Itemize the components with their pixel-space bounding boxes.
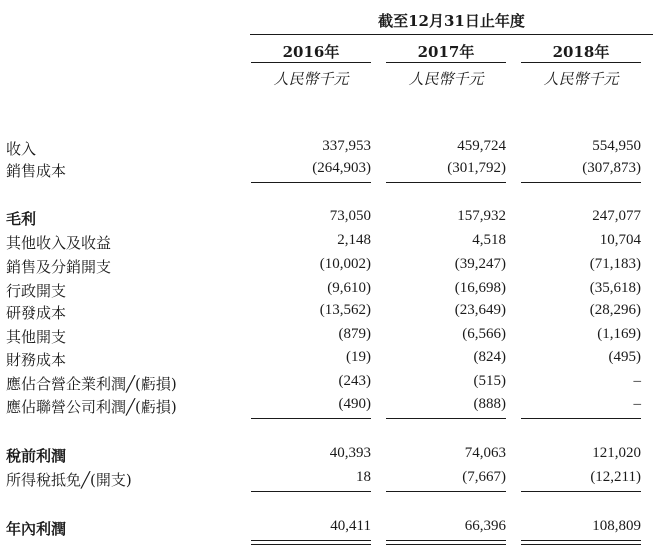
subtotal-rule-2016-b (251, 418, 371, 419)
cell-rd-costs-2018: (28,296) (589, 302, 641, 318)
cell-admin-expenses-2018: (35,618) (589, 280, 641, 296)
cell-other-expenses-2018: (1,169) (597, 326, 641, 342)
cell-cost-of-sales-2016: (264,903) (312, 160, 371, 176)
year-rule-2016 (251, 62, 371, 63)
cell-rd-costs-2017: (23,649) (454, 302, 506, 318)
row-label-gross-profit: 毛利 (6, 210, 37, 228)
row-label-other-expenses: 其他開支 (6, 328, 67, 346)
year-rule-2017 (386, 62, 506, 63)
subtotal-rule-2017-b (386, 418, 506, 419)
cell-other-income-2016: 2,148 (337, 232, 371, 248)
cell-jv-share-2018: – (633, 373, 641, 389)
year-rule-2018 (521, 62, 641, 63)
cell-income-tax-2016: 18 (356, 469, 371, 485)
subtotal-rule-2018-b (521, 418, 641, 419)
cell-selling-expenses-2018: (71,183) (589, 256, 641, 272)
cell-gross-profit-2017: 157,932 (457, 208, 506, 224)
row-label-selling-expenses: 銷售及分銷開支 (6, 258, 112, 276)
row-label-profit-before-tax: 稅前利潤 (6, 447, 67, 465)
year-2017-heading: 2017年 (417, 43, 475, 61)
cell-finance-costs-2018: (495) (608, 349, 641, 365)
subtotal-rule-2018 (521, 182, 641, 183)
row-label-admin-expenses: 行政開支 (6, 282, 67, 300)
subtotal-rule-2018-c (521, 491, 641, 492)
cell-profit-for-year-2016: 40,411 (330, 518, 371, 534)
cell-profit-for-year-2018: 108,809 (592, 518, 641, 534)
subtotal-rule-2016 (251, 182, 371, 183)
subtotal-rule-2016-c (251, 491, 371, 492)
cell-profit-before-tax-2016: 40,393 (329, 445, 371, 461)
cell-cost-of-sales-2017: (301,792) (447, 160, 506, 176)
cell-gross-profit-2016: 73,050 (329, 208, 371, 224)
total-double-rule-2016 (251, 540, 371, 545)
cell-associate-share-2016: (490) (338, 396, 371, 412)
cell-other-expenses-2016: (879) (338, 326, 371, 342)
cell-revenue-2016: 337,953 (322, 138, 371, 154)
period-title: 截至12月31日止年度 (378, 12, 525, 30)
cell-jv-share-2016: (243) (338, 373, 371, 389)
cell-rd-costs-2016: (13,562) (319, 302, 371, 318)
cell-selling-expenses-2017: (39,247) (454, 256, 506, 272)
year-2018-heading: 2018年 (552, 43, 610, 61)
row-label-income-tax: 所得稅抵免╱(開支) (6, 471, 132, 489)
cell-gross-profit-2018: 247,077 (592, 208, 641, 224)
cell-revenue-2017: 459,724 (457, 138, 506, 154)
cell-associate-share-2018: – (633, 396, 641, 412)
row-label-finance-costs: 財務成本 (6, 351, 67, 369)
unit-label-2018: 人民幣千元 (543, 70, 619, 88)
cell-associate-share-2017: (888) (473, 396, 506, 412)
cell-cost-of-sales-2018: (307,873) (582, 160, 641, 176)
row-label-associate-share: 應佔聯營公司利潤╱(虧損) (6, 398, 177, 416)
cell-income-tax-2018: (12,211) (590, 469, 641, 485)
cell-profit-before-tax-2018: 121,020 (592, 445, 641, 461)
row-label-jv-share: 應佔合營企業利潤╱(虧損) (6, 375, 177, 393)
cell-revenue-2018: 554,950 (592, 138, 641, 154)
cell-other-income-2017: 4,518 (472, 232, 506, 248)
subtotal-rule-2017 (386, 182, 506, 183)
cell-profit-for-year-2017: 66,396 (464, 518, 506, 534)
cell-other-expenses-2017: (6,566) (462, 326, 506, 342)
unit-label-2016: 人民幣千元 (273, 70, 349, 88)
total-double-rule-2018 (521, 540, 641, 545)
cell-admin-expenses-2016: (9,610) (327, 280, 371, 296)
subtotal-rule-2017-c (386, 491, 506, 492)
cell-finance-costs-2017: (824) (473, 349, 506, 365)
total-double-rule-2017 (386, 540, 506, 545)
cell-income-tax-2017: (7,667) (462, 469, 506, 485)
cell-other-income-2018: 10,704 (599, 232, 641, 248)
header-rule (250, 34, 653, 35)
row-label-other-income: 其他收入及收益 (6, 234, 112, 252)
cell-profit-before-tax-2017: 74,063 (464, 445, 506, 461)
row-label-rd-costs: 研發成本 (6, 304, 67, 322)
cell-jv-share-2017: (515) (473, 373, 506, 389)
cell-selling-expenses-2016: (10,002) (319, 256, 371, 272)
row-label-revenue: 收入 (6, 140, 37, 158)
row-label-cost-of-sales: 銷售成本 (6, 162, 67, 180)
row-label-profit-for-year: 年內利潤 (6, 520, 67, 538)
cell-admin-expenses-2017: (16,698) (454, 280, 506, 296)
year-2016-heading: 2016年 (282, 43, 340, 61)
cell-finance-costs-2016: (19) (346, 349, 371, 365)
unit-label-2017: 人民幣千元 (408, 70, 484, 88)
